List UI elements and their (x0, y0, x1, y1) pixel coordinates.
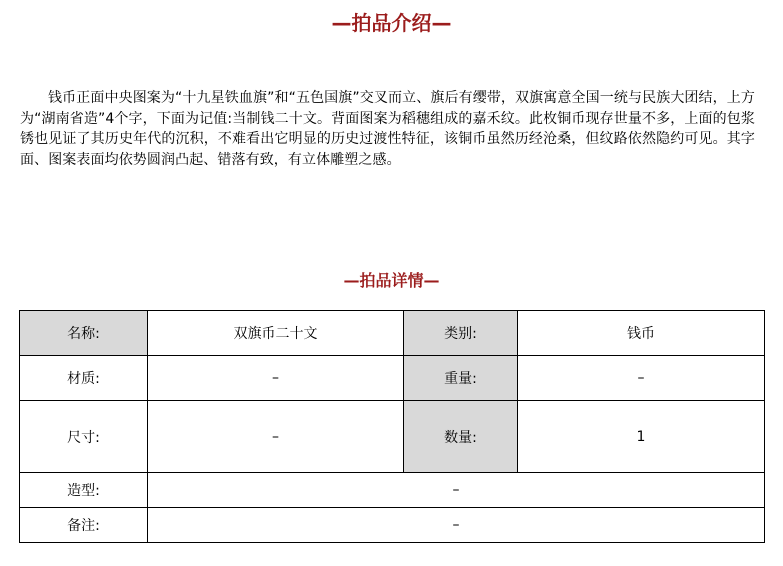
details-table (19, 310, 765, 543)
details-row-material (20, 356, 765, 401)
shape-value: – (148, 473, 765, 508)
category-value: 钱币 (518, 311, 765, 356)
category-label: 类别: (404, 311, 518, 356)
remark-label: 备注: (20, 508, 148, 543)
quantity-value: 1 (518, 401, 765, 473)
details-section-title: —拍品详情— (343, 271, 440, 290)
intro-paragraph: 钱币正面中央图案为“十九星铁血旗”和“五色国旗”交叉而立、旗后有缨带，双旗寓意全国一统与民族大团结，上方为“湖南省造”4个字，下面为记值:当制钱二十文。背面图案为稻穗组成的嘉禾纹。此枚铜币现存世量不多，上面的包浆锈也见证了其历史年代的沉积，不难看出它明显的历史过渡性特征，该铜币虽然历经沧桑，但纹路依然隐约可见。其字面、图案表面均依势圆润凸起、错落有致，有立体雕塑之感。 (20, 90, 755, 168)
remark-value: – (148, 508, 765, 543)
weight-label: 重量: (404, 356, 518, 401)
name-label: 名称: (20, 311, 148, 356)
details-row-size (20, 401, 765, 473)
details-row-name (20, 311, 765, 356)
material-value: – (148, 356, 404, 401)
intro-section-title: —拍品介绍— (331, 11, 452, 35)
weight-value: – (518, 356, 765, 401)
name-value: 双旗币二十文 (148, 311, 404, 356)
material-label: 材质: (20, 356, 148, 401)
size-label: 尺寸: (20, 401, 148, 473)
shape-label: 造型: (20, 473, 148, 508)
quantity-label: 数量: (404, 401, 518, 473)
size-value: – (148, 401, 404, 473)
details-row-remark (20, 508, 765, 543)
details-row-shape (20, 473, 765, 508)
